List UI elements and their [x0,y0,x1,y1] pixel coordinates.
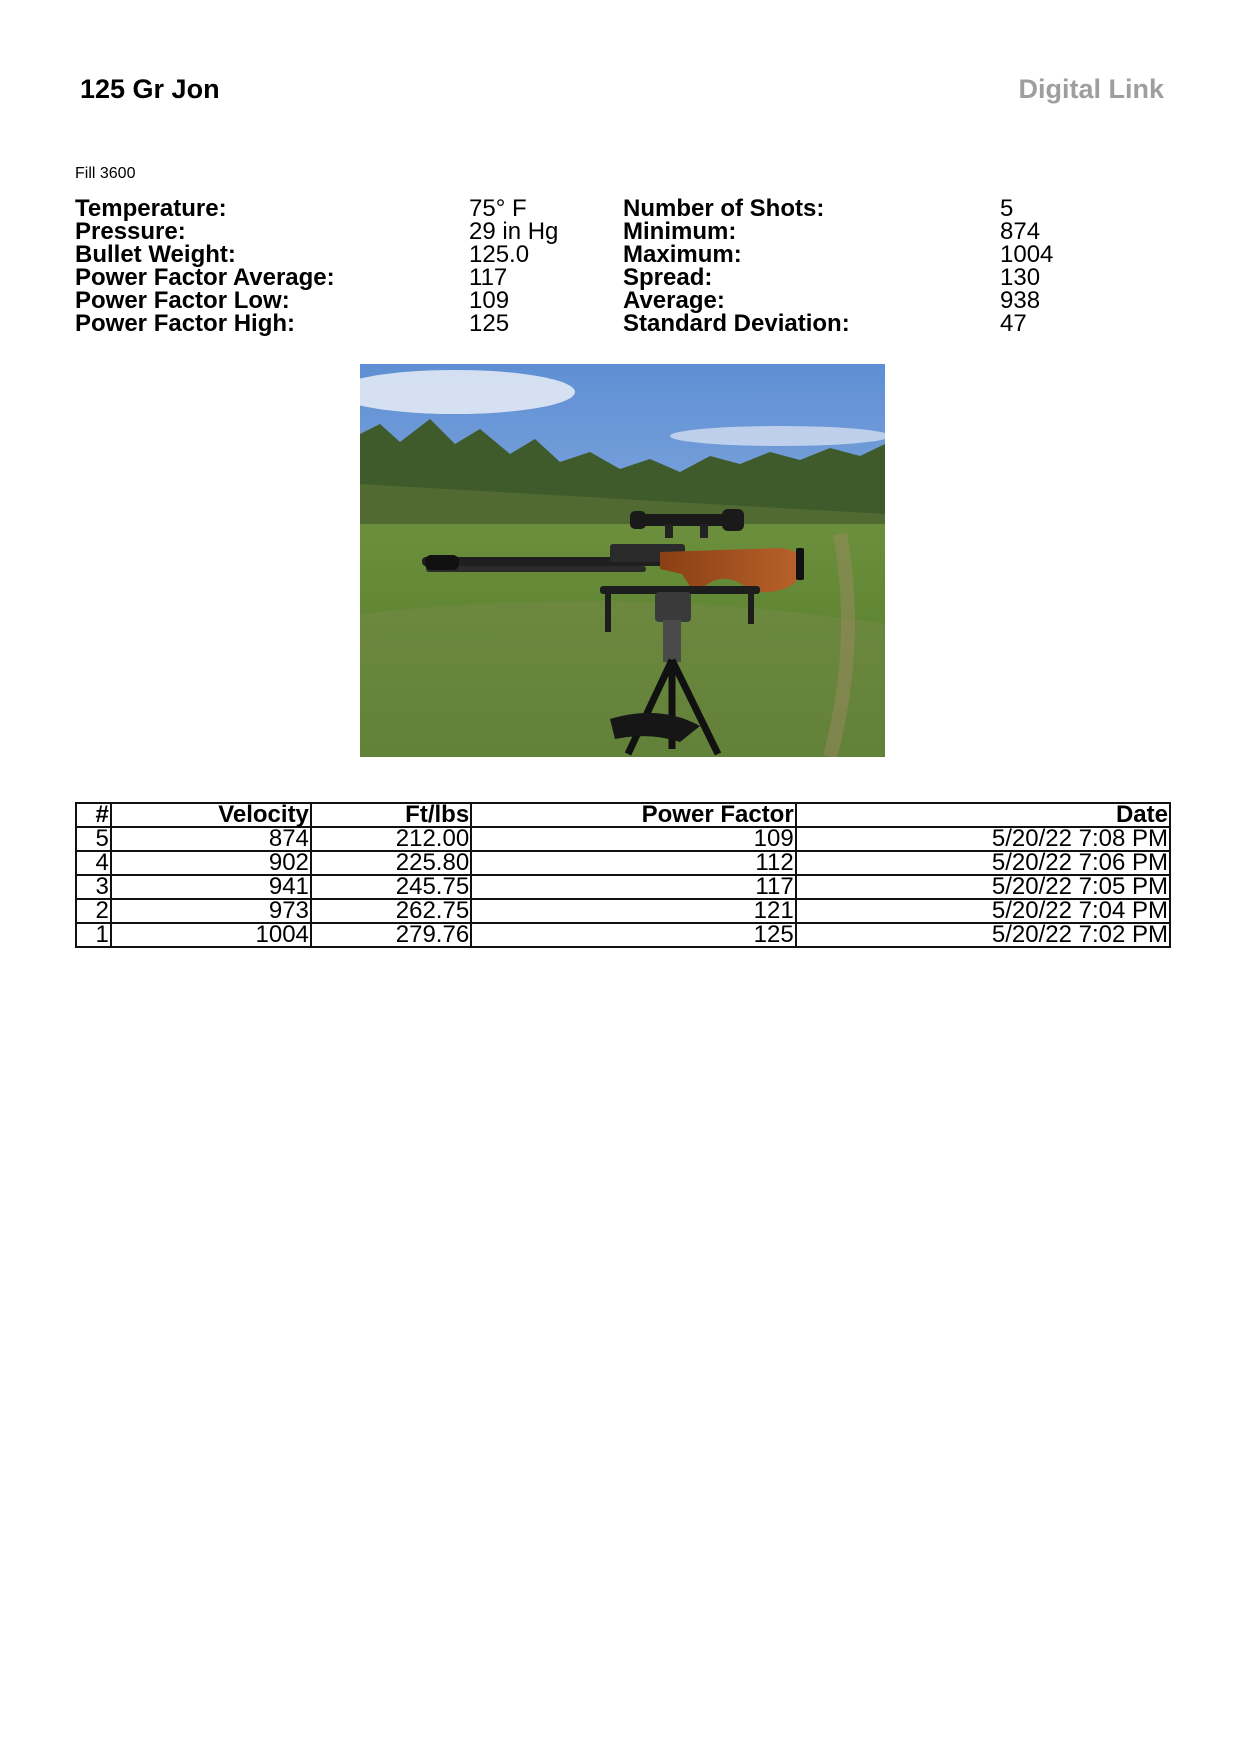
table-row [76,827,1170,851]
cell-velocity: 973 [111,899,311,923]
table-row [76,899,1170,923]
stat-label: Minimum: [623,218,737,245]
table-row [76,923,1170,947]
fill-note: Fill 3600 [75,165,136,182]
cell-ftlbs: 262.75 [311,899,471,923]
cell-power-factor: 121 [471,899,796,923]
brand-label: Digital Link [1018,74,1164,104]
stat-label: Number of Shots: [623,195,825,222]
stat-value: 130 [1000,264,1041,291]
stat-value: 874 [1000,218,1041,245]
cell-ftlbs: 225.80 [311,851,471,875]
stat-value: 938 [1000,287,1041,314]
column-header-velocity: Velocity [111,803,311,827]
cell-date: 5/20/22 7:04 PM [796,899,1170,923]
cell-number: 2 [76,899,111,923]
stat-value: 29 in Hg [469,218,559,245]
report-title: 125 Gr Jon [80,74,220,104]
stat-label: Average: [623,287,725,314]
stat-value: 75° F [469,195,527,222]
stat-value: 125.0 [469,241,530,268]
table-header-row [76,803,1170,827]
cell-number: 4 [76,851,111,875]
cell-power-factor: 125 [471,923,796,947]
cell-power-factor: 117 [471,875,796,899]
column-header-power-factor: Power Factor [471,803,796,827]
cell-date: 5/20/22 7:02 PM [796,923,1170,947]
stat-label: Power Factor Low: [75,287,290,314]
cell-ftlbs: 212.00 [311,827,471,851]
column-header-date: Date [796,803,1170,827]
stat-value: 47 [1000,310,1027,337]
stat-label: Spread: [623,264,713,291]
stat-label: Standard Deviation: [623,310,850,337]
cell-power-factor: 112 [471,851,796,875]
stat-value: 109 [469,287,510,314]
cell-power-factor: 109 [471,827,796,851]
table-row [76,851,1170,875]
cell-date: 5/20/22 7:06 PM [796,851,1170,875]
stat-label: Pressure: [75,218,186,245]
table-row [76,875,1170,899]
stat-value: 1004 [1000,241,1054,268]
stat-label: Power Factor Average: [75,264,335,291]
cell-number: 1 [76,923,111,947]
cell-ftlbs: 279.76 [311,923,471,947]
rifle-photo [360,364,885,757]
stat-value: 5 [1000,195,1014,222]
column-header-ftlbs: Ft/lbs [311,803,471,827]
stat-value: 117 [469,264,508,291]
shots-table [75,802,1171,948]
cell-velocity: 941 [111,875,311,899]
stat-value: 125 [469,310,510,337]
cell-number: 5 [76,827,111,851]
cell-ftlbs: 245.75 [311,875,471,899]
column-header-number: # [76,803,111,827]
cell-velocity: 874 [111,827,311,851]
cell-date: 5/20/22 7:08 PM [796,827,1170,851]
stat-label: Power Factor High: [75,310,296,337]
stat-label: Maximum: [623,241,742,268]
cell-velocity: 902 [111,851,311,875]
cell-date: 5/20/22 7:05 PM [796,875,1170,899]
cell-number: 3 [76,875,111,899]
stat-label: Bullet Weight: [75,241,236,268]
stat-label: Temperature: [75,195,227,222]
cell-velocity: 1004 [111,923,311,947]
